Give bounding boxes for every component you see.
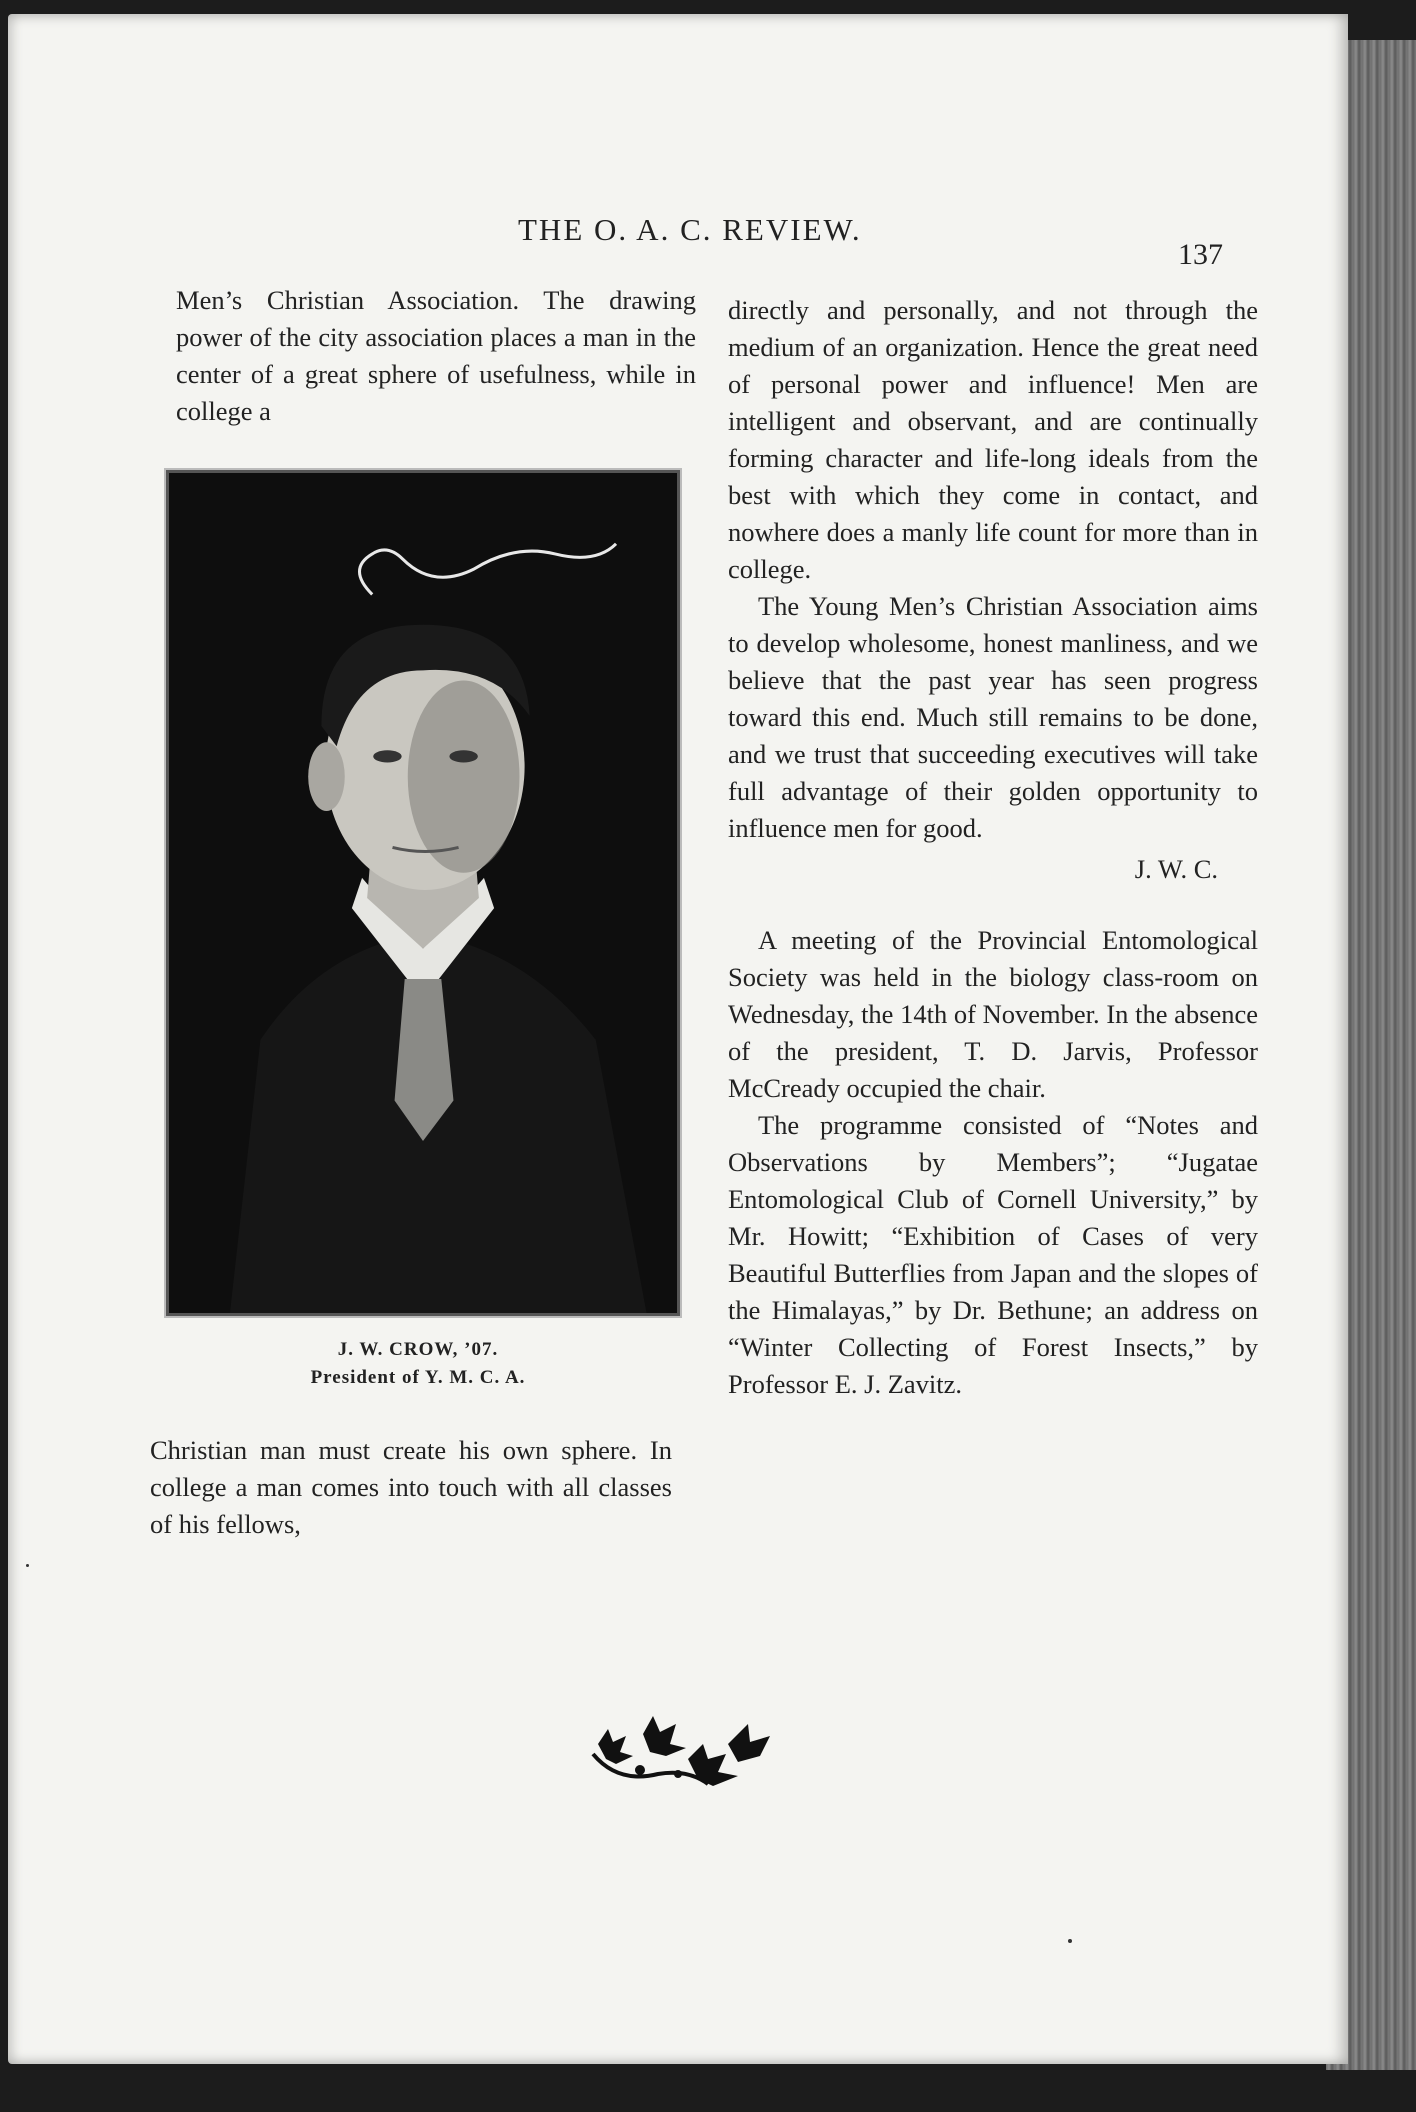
page-number: 137 [1178, 238, 1223, 271]
portrait-image [169, 473, 677, 1313]
photo-caption [168, 1336, 668, 1392]
left-column-bottom [150, 1432, 672, 1543]
left-column-top [176, 282, 696, 430]
caption-name: J. W. CROW, ’07. [337, 1339, 499, 1360]
caption-title: President of Y. M. C. A. [310, 1367, 526, 1388]
page-speck [26, 1564, 29, 1567]
right-paragraph-1: directly and personally, and not through the medium of an organization. Hence the great need of personal power and influence! Men are intelligent and observant, and are continually forming character and life-long ideals from the best with which they come in contact, and nowhere does a manly life count for more than in college. [728, 295, 1258, 584]
journal-title: THE O. A. C. REVIEW. [518, 212, 862, 247]
right-column [728, 292, 1258, 1403]
left-top-paragraph: Men’s Christian Association. The drawing power of the city association places a man in the center of a great sphere of usefulness, while in college a [176, 285, 696, 426]
portrait-photo [166, 470, 680, 1316]
page-speck [1068, 1939, 1072, 1943]
right-paragraph-3: A meeting of the Provincial Entomological Society was held in the biology class-room on Wednesday, the 14th of November. In the absence of the president, T. D. Jarvis, Professor McCready occupied the chair. [728, 925, 1258, 1103]
book-page [8, 14, 1348, 2064]
right-paragraph-2: The Young Men’s Christian Association aims to develop wholesome, honest manliness, and we believe that the past year has seen progress toward this end. Much still remains to be done, and we trust that succeeding executives will take full advantage of their golden opportunity to influence men for good. [728, 591, 1258, 843]
left-bottom-paragraph: Christian man must create his own sphere. In college a man comes into touch with all classes of his fellows, [150, 1435, 672, 1539]
signature: J. W. C. [1134, 854, 1218, 884]
holly-sprig-icon [588, 1714, 778, 1804]
right-paragraph-4: The programme consisted of “Notes and Observations by Members”; “Jugatae Entomological Club of Cornell University,” by Mr. Howitt; “Exhibition of Cases of very Beautiful Butterflies from Japan and the slopes of the Himalayas,” by Dr. Bethune; an address on “Winter Collecting of Forest Insects,” by Professor E. J. Zavitz. [728, 1110, 1258, 1399]
